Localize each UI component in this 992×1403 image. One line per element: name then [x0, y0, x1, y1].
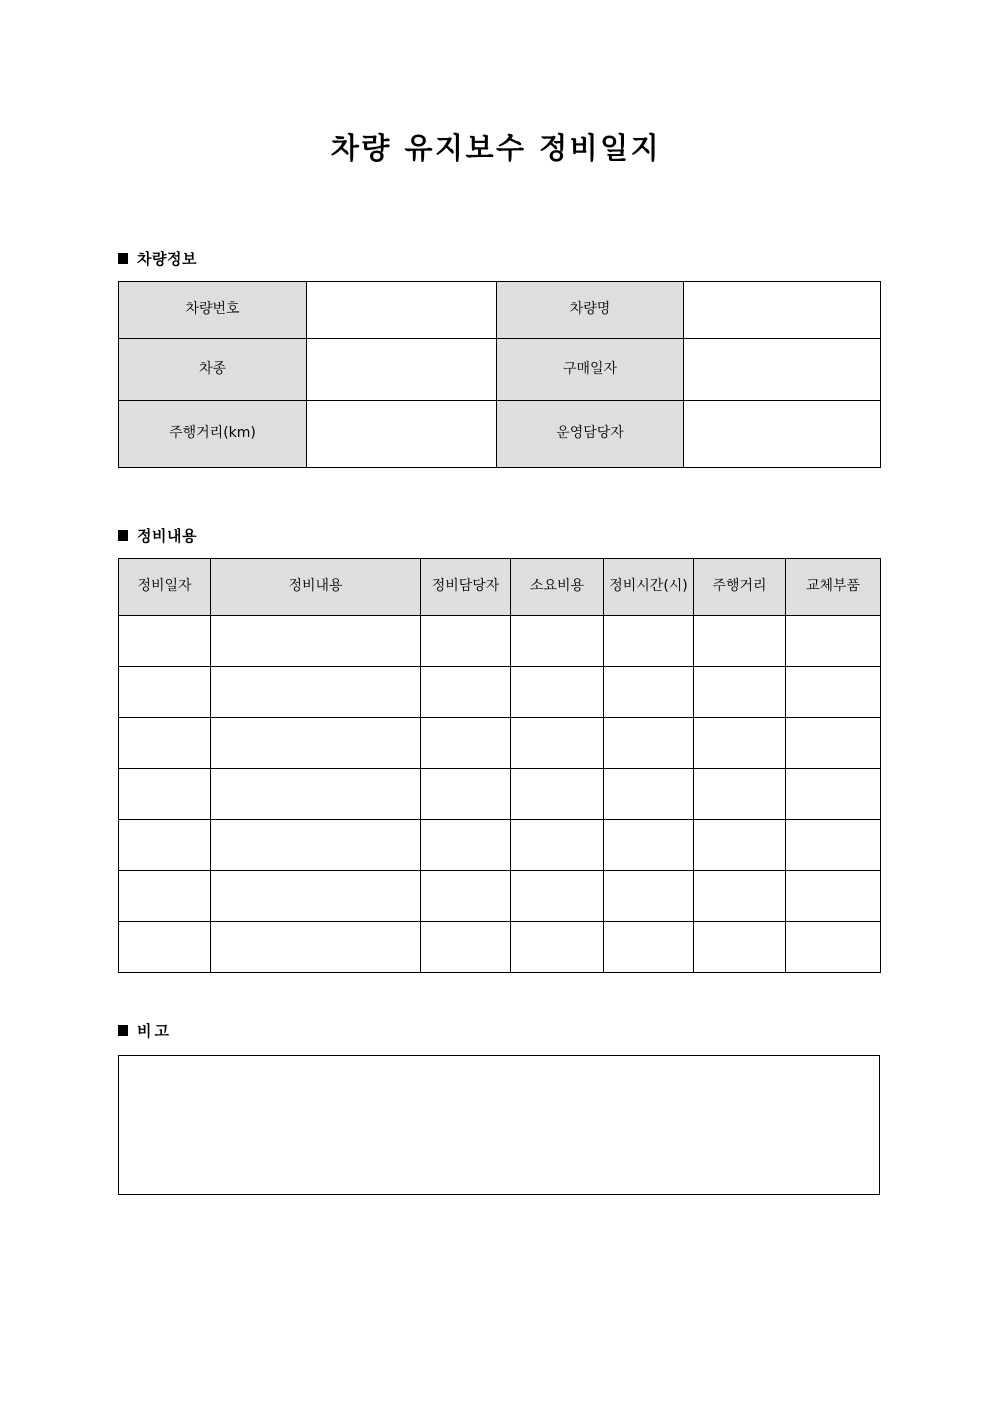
cell-service-details[interactable]: [211, 922, 421, 973]
table-row: [119, 820, 881, 871]
cell-service-date[interactable]: [119, 616, 211, 667]
purchase-date-value[interactable]: [684, 339, 881, 401]
cell-service-staff[interactable]: [421, 718, 511, 769]
cell-cost[interactable]: [511, 769, 604, 820]
column-header-replaced-parts: 교체부품: [786, 559, 881, 616]
vehicle-type-label: 차종: [119, 339, 307, 401]
column-header-cost: 소요비용: [511, 559, 604, 616]
cell-service-date[interactable]: [119, 718, 211, 769]
remarks-section-label: [118, 1020, 880, 1041]
vehicle-number-label: 차량번호: [119, 282, 307, 339]
table-row: [119, 667, 881, 718]
maintenance-label-text: 정비내용: [137, 527, 197, 545]
column-header-service-hours: 정비시간(시): [604, 559, 694, 616]
vehicle-info-label-text: 차량정보: [137, 250, 197, 268]
cell-replaced-parts[interactable]: [786, 922, 881, 973]
cell-service-hours[interactable]: [604, 667, 694, 718]
remarks-section: [118, 1020, 880, 1195]
cell-service-hours[interactable]: [604, 769, 694, 820]
cell-mileage[interactable]: [694, 820, 786, 871]
cell-service-hours[interactable]: [604, 616, 694, 667]
cell-service-date[interactable]: [119, 820, 211, 871]
table-row: [119, 401, 881, 468]
cell-service-details[interactable]: [211, 769, 421, 820]
vehicle-number-value[interactable]: [307, 282, 497, 339]
table-header-row: [119, 559, 881, 616]
cell-service-staff[interactable]: [421, 616, 511, 667]
filled-square-icon: [118, 1025, 128, 1036]
cell-service-staff[interactable]: [421, 820, 511, 871]
cell-service-staff[interactable]: [421, 667, 511, 718]
table-row: [119, 718, 881, 769]
operations-manager-label: 운영담당자: [497, 401, 684, 468]
page-title: 차량 유지보수 정비일지: [330, 131, 662, 165]
vehicle-name-label: 차량명: [497, 282, 684, 339]
filled-square-icon: [118, 253, 128, 264]
column-header-service-staff: 정비담당자: [421, 559, 511, 616]
cell-mileage[interactable]: [694, 718, 786, 769]
cell-mileage[interactable]: [694, 871, 786, 922]
maintenance-table: [118, 558, 881, 973]
cell-service-date[interactable]: [119, 922, 211, 973]
remarks-input-box[interactable]: [118, 1055, 880, 1195]
cell-service-staff[interactable]: [421, 769, 511, 820]
cell-service-hours[interactable]: [604, 922, 694, 973]
column-header-mileage: 주행거리: [694, 559, 786, 616]
cell-replaced-parts[interactable]: [786, 616, 881, 667]
cell-mileage[interactable]: [694, 769, 786, 820]
cell-service-details[interactable]: [211, 616, 421, 667]
cell-service-hours[interactable]: [604, 718, 694, 769]
cell-service-date[interactable]: [119, 769, 211, 820]
cell-cost[interactable]: [511, 820, 604, 871]
cell-cost[interactable]: [511, 718, 604, 769]
cell-replaced-parts[interactable]: [786, 667, 881, 718]
table-row: [119, 616, 881, 667]
vehicle-name-value[interactable]: [684, 282, 881, 339]
cell-service-staff[interactable]: [421, 871, 511, 922]
filled-square-icon: [118, 530, 128, 541]
cell-service-details[interactable]: [211, 718, 421, 769]
cell-service-details[interactable]: [211, 820, 421, 871]
vehicle-info-section: [118, 248, 880, 468]
mileage-label: 주행거리(km): [119, 401, 307, 468]
cell-service-details[interactable]: [211, 667, 421, 718]
cell-cost[interactable]: [511, 667, 604, 718]
cell-service-hours[interactable]: [604, 871, 694, 922]
cell-replaced-parts[interactable]: [786, 820, 881, 871]
cell-cost[interactable]: [511, 922, 604, 973]
cell-mileage[interactable]: [694, 922, 786, 973]
maintenance-section: [118, 525, 880, 973]
purchase-date-label: 구매일자: [497, 339, 684, 401]
vehicle-info-section-label: [118, 248, 880, 269]
mileage-value[interactable]: [307, 401, 497, 468]
cell-replaced-parts[interactable]: [786, 718, 881, 769]
vehicle-info-table: [118, 281, 881, 468]
cell-cost[interactable]: [511, 616, 604, 667]
cell-service-hours[interactable]: [604, 820, 694, 871]
cell-mileage[interactable]: [694, 667, 786, 718]
operations-manager-value[interactable]: [684, 401, 881, 468]
cell-service-date[interactable]: [119, 871, 211, 922]
vehicle-type-value[interactable]: [307, 339, 497, 401]
column-header-service-date: 정비일자: [119, 559, 211, 616]
column-header-service-details: 정비내용: [211, 559, 421, 616]
cell-service-staff[interactable]: [421, 922, 511, 973]
remarks-label-text: 비고: [137, 1022, 172, 1040]
table-row: [119, 282, 881, 339]
cell-cost[interactable]: [511, 871, 604, 922]
table-row: [119, 922, 881, 973]
table-row: [119, 769, 881, 820]
cell-replaced-parts[interactable]: [786, 769, 881, 820]
cell-service-details[interactable]: [211, 871, 421, 922]
cell-service-date[interactable]: [119, 667, 211, 718]
maintenance-section-label: [118, 525, 880, 546]
table-row: [119, 871, 881, 922]
cell-mileage[interactable]: [694, 616, 786, 667]
table-row: [119, 339, 881, 401]
cell-replaced-parts[interactable]: [786, 871, 881, 922]
